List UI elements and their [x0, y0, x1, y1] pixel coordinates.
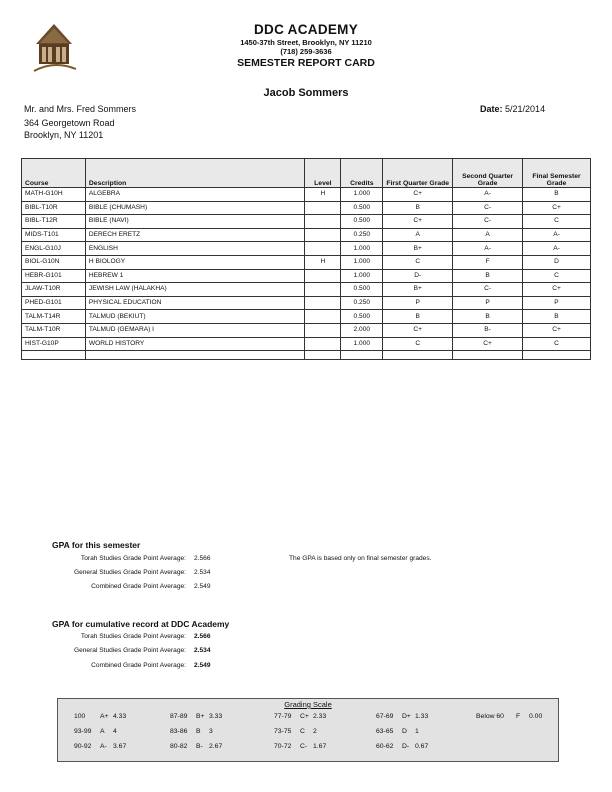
grades-table	[21, 158, 591, 360]
description-cell: BIBLE (NAVI)	[85, 215, 304, 229]
grading-scale-item	[74, 713, 126, 720]
gpa-semester-heading: GPA for this semester	[52, 540, 141, 550]
table-row	[22, 269, 591, 283]
level-cell	[305, 283, 341, 297]
description-cell: DERECH ERETZ	[85, 228, 304, 242]
grading-scale-title: Grading Scale	[284, 700, 332, 709]
description-cell: ENGLISH	[85, 242, 304, 256]
level-cell	[305, 323, 341, 337]
table-row	[22, 215, 591, 229]
second-quarter-grade-cell: F	[453, 255, 523, 269]
gpa-semester-general	[0, 569, 211, 576]
header-course: Course	[22, 159, 86, 188]
table-row	[22, 201, 591, 215]
first-quarter-grade-cell: C+	[383, 323, 453, 337]
scale-range: 87-89	[170, 713, 188, 720]
grading-scale-item	[170, 743, 222, 750]
course-code-cell: TALM-T10R	[22, 323, 86, 337]
scale-points: 3	[209, 728, 213, 735]
level-cell: H	[305, 255, 341, 269]
scale-letter: F	[516, 713, 521, 720]
date-value: 5/21/2014	[505, 104, 546, 114]
credits-cell: 0.500	[341, 310, 383, 324]
credits-cell: 1.000	[341, 269, 383, 283]
gpa-semester-torah	[0, 555, 211, 562]
second-quarter-grade-cell: B-	[453, 323, 523, 337]
scale-letter: D-	[402, 743, 410, 750]
description-cell: HEBREW 1	[85, 269, 304, 283]
scale-range: 60-62	[376, 743, 394, 750]
header-level: Level	[305, 159, 341, 188]
scale-range: 80-82	[170, 743, 188, 750]
grading-scale-box	[57, 698, 559, 762]
table-row	[22, 323, 591, 337]
gpa-cumulative-combined	[0, 662, 211, 669]
course-code-cell: PHED-G101	[22, 296, 86, 310]
scale-points: 1.67	[313, 743, 327, 750]
first-quarter-grade-cell: B+	[383, 242, 453, 256]
grading-scale-item	[376, 713, 428, 720]
school-name: DDC ACADEMY	[253, 22, 359, 37]
description-cell: H BIOLOGY	[85, 255, 304, 269]
first-quarter-grade-cell: C	[383, 255, 453, 269]
second-quarter-grade-cell: C-	[453, 215, 523, 229]
gpa-semester-combined	[0, 583, 211, 590]
scale-letter: B	[196, 728, 201, 735]
school-address: 1450-37th Street, Brooklyn, NY 11210	[240, 38, 372, 47]
scale-range: 93-99	[74, 728, 92, 735]
first-quarter-grade-cell: C	[383, 337, 453, 351]
header-first-quarter: First Quarter Grade	[383, 159, 453, 188]
level-cell	[305, 242, 341, 256]
scale-letter: A+	[100, 713, 109, 720]
grading-scale-item	[376, 728, 419, 735]
credits-cell: 2.000	[341, 323, 383, 337]
first-quarter-grade-cell: B+	[383, 283, 453, 297]
scale-letter: C	[300, 728, 305, 735]
final-grade-cell: C	[523, 337, 591, 351]
table-row	[22, 337, 591, 351]
grading-scale-item	[274, 743, 326, 750]
grading-scale-item	[376, 743, 428, 750]
scale-letter: B+	[196, 713, 205, 720]
credits-cell: 0.250	[341, 228, 383, 242]
first-quarter-grade-cell: P	[383, 296, 453, 310]
report-date	[480, 104, 545, 114]
table-filler-row	[22, 351, 591, 360]
gpa-label: Torah Studies Grade Point Average:	[80, 633, 186, 640]
gpa-cumulative-general	[0, 647, 211, 654]
grading-scale-item	[74, 728, 117, 735]
table-row	[22, 296, 591, 310]
first-quarter-grade-cell: C+	[383, 215, 453, 229]
scale-points: 0.00	[529, 713, 543, 720]
credits-cell: 1.000	[341, 242, 383, 256]
scale-points: 2.33	[313, 713, 327, 720]
gpa-value: 2.549	[194, 662, 211, 669]
gpa-cumulative-torah	[0, 633, 211, 640]
final-grade-cell: A-	[523, 242, 591, 256]
course-code-cell: HIST-G10P	[22, 337, 86, 351]
gpa-value: 2.566	[194, 555, 211, 562]
header-second-quarter: Second Quarter Grade	[453, 159, 523, 188]
gpa-value: 2.534	[194, 569, 211, 576]
final-grade-cell: C	[523, 269, 591, 283]
level-cell: H	[305, 188, 341, 202]
scale-range: 73-75	[274, 728, 292, 735]
level-cell	[305, 310, 341, 324]
final-grade-cell: C+	[523, 283, 591, 297]
scale-points: 3.33	[209, 713, 223, 720]
table-row	[22, 188, 591, 202]
header-final-semester: Final Semester Grade	[523, 159, 591, 188]
first-quarter-grade-cell: B	[383, 201, 453, 215]
empty-cell	[523, 351, 591, 360]
empty-cell	[453, 351, 523, 360]
scale-points: 0.67	[415, 743, 429, 750]
table-row	[22, 228, 591, 242]
second-quarter-grade-cell: C+	[453, 337, 523, 351]
course-code-cell: BIBL-T12R	[22, 215, 86, 229]
gpa-cumulative-heading: GPA for cumulative record at DDC Academy	[52, 619, 230, 629]
table-header-row	[22, 159, 591, 188]
gpa-label: General Studies Grade Point Average:	[73, 569, 186, 576]
scale-points: 4	[113, 728, 117, 735]
second-quarter-grade-cell: B	[453, 310, 523, 324]
gpa-value: 2.549	[194, 583, 211, 590]
second-quarter-grade-cell: C-	[453, 201, 523, 215]
empty-cell	[341, 351, 383, 360]
first-quarter-grade-cell: D-	[383, 269, 453, 283]
header-credits: Credits	[341, 159, 383, 188]
description-cell: TALMUD (GEMARA) I	[85, 323, 304, 337]
credits-cell: 1.000	[341, 255, 383, 269]
scale-letter: C+	[300, 713, 309, 720]
gpa-label: Torah Studies Grade Point Average:	[80, 555, 186, 562]
second-quarter-grade-cell: P	[453, 296, 523, 310]
grading-scale-item	[476, 713, 542, 720]
recipient-name: Mr. and Mrs. Fred Sommers	[24, 104, 137, 114]
description-cell: JEWISH LAW (HALAKHA)	[85, 283, 304, 297]
scale-letter: C-	[300, 743, 308, 750]
scale-letter: D	[402, 728, 407, 735]
recipient-city: Brooklyn, NY 11201	[24, 130, 104, 140]
scale-range: 100	[74, 713, 86, 720]
course-code-cell: TALM-T14R	[22, 310, 86, 324]
scale-letter: A-	[100, 743, 107, 750]
empty-cell	[85, 351, 304, 360]
table-row	[22, 242, 591, 256]
student-name: Jacob Sommers	[263, 87, 349, 99]
course-code-cell: JLAW-T10R	[22, 283, 86, 297]
final-grade-cell: B	[523, 188, 591, 202]
description-cell: PHYSICAL EDUCATION	[85, 296, 304, 310]
table-row	[22, 283, 591, 297]
credits-cell: 0.500	[341, 201, 383, 215]
date-label: Date:	[480, 104, 503, 114]
first-quarter-grade-cell: A	[383, 228, 453, 242]
second-quarter-grade-cell: A-	[453, 242, 523, 256]
final-grade-cell: C	[523, 215, 591, 229]
level-cell	[305, 296, 341, 310]
final-grade-cell: A-	[523, 228, 591, 242]
grading-scale-item	[170, 713, 222, 720]
scale-range: 77-79	[274, 713, 292, 720]
scale-range: Below 60	[476, 713, 504, 720]
scale-points: 2	[313, 728, 317, 735]
scale-range: 67-69	[376, 713, 394, 720]
grading-scale-item	[74, 743, 126, 750]
final-grade-cell: B	[523, 310, 591, 324]
table-row	[22, 255, 591, 269]
level-cell	[305, 228, 341, 242]
gpa-value: 2.534	[194, 647, 211, 654]
level-cell	[305, 337, 341, 351]
grading-scale-item	[274, 713, 326, 720]
scale-range: 90-92	[74, 743, 92, 750]
scale-range: 63-65	[376, 728, 394, 735]
description-cell: BIBLE (CHUMASH)	[85, 201, 304, 215]
scale-range: 83-86	[170, 728, 188, 735]
scale-points: 1	[415, 728, 419, 735]
grading-scale-item	[274, 728, 317, 735]
credits-cell: 0.500	[341, 283, 383, 297]
scale-points: 1.33	[415, 713, 429, 720]
empty-cell	[383, 351, 453, 360]
description-cell: TALMUD (BEKIUT)	[85, 310, 304, 324]
report-title: SEMESTER REPORT CARD	[237, 57, 375, 69]
second-quarter-grade-cell: B	[453, 269, 523, 283]
scale-points: 4.33	[113, 713, 127, 720]
first-quarter-grade-cell: B	[383, 310, 453, 324]
course-code-cell: MIDS-T101	[22, 228, 86, 242]
scale-range: 70-72	[274, 743, 292, 750]
final-grade-cell: C+	[523, 323, 591, 337]
course-code-cell: ENGL-G10J	[22, 242, 86, 256]
credits-cell: 0.500	[341, 215, 383, 229]
gpa-label: Combined Grade Point Average:	[91, 583, 186, 590]
second-quarter-grade-cell: A-	[453, 188, 523, 202]
course-code-cell: MATH-G10H	[22, 188, 86, 202]
scale-points: 2.67	[209, 743, 223, 750]
scale-letter: D+	[402, 713, 411, 720]
scale-letter: A	[100, 728, 105, 735]
credits-cell: 0.250	[341, 296, 383, 310]
table-row	[22, 310, 591, 324]
final-grade-cell: P	[523, 296, 591, 310]
credits-cell: 1.000	[341, 337, 383, 351]
second-quarter-grade-cell: C-	[453, 283, 523, 297]
course-code-cell: BIOL-G10N	[22, 255, 86, 269]
scale-points: 3.67	[113, 743, 127, 750]
empty-cell	[22, 351, 86, 360]
empty-cell	[305, 351, 341, 360]
credits-cell: 1.000	[341, 188, 383, 202]
second-quarter-grade-cell: A	[453, 228, 523, 242]
description-cell: WORLD HISTORY	[85, 337, 304, 351]
first-quarter-grade-cell: C+	[383, 188, 453, 202]
gpa-label: Combined Grade Point Average:	[91, 662, 186, 669]
level-cell	[305, 215, 341, 229]
recipient-street: 364 Georgetown Road	[24, 118, 115, 128]
header-description: Description	[85, 159, 304, 188]
gpa-value: 2.566	[194, 633, 211, 640]
grading-scale-item	[170, 728, 213, 735]
description-cell: ALGEBRA	[85, 188, 304, 202]
level-cell	[305, 201, 341, 215]
school-phone: (718) 259-3636	[280, 47, 332, 56]
gpa-label: General Studies Grade Point Average:	[73, 647, 186, 654]
gpa-note: The GPA is based only on final semester grades.	[289, 555, 432, 562]
scale-letter: B-	[196, 743, 203, 750]
level-cell	[305, 269, 341, 283]
final-grade-cell: C+	[523, 201, 591, 215]
final-grade-cell: D	[523, 255, 591, 269]
course-code-cell: BIBL-T10R	[22, 201, 86, 215]
course-code-cell: HEBR-G101	[22, 269, 86, 283]
